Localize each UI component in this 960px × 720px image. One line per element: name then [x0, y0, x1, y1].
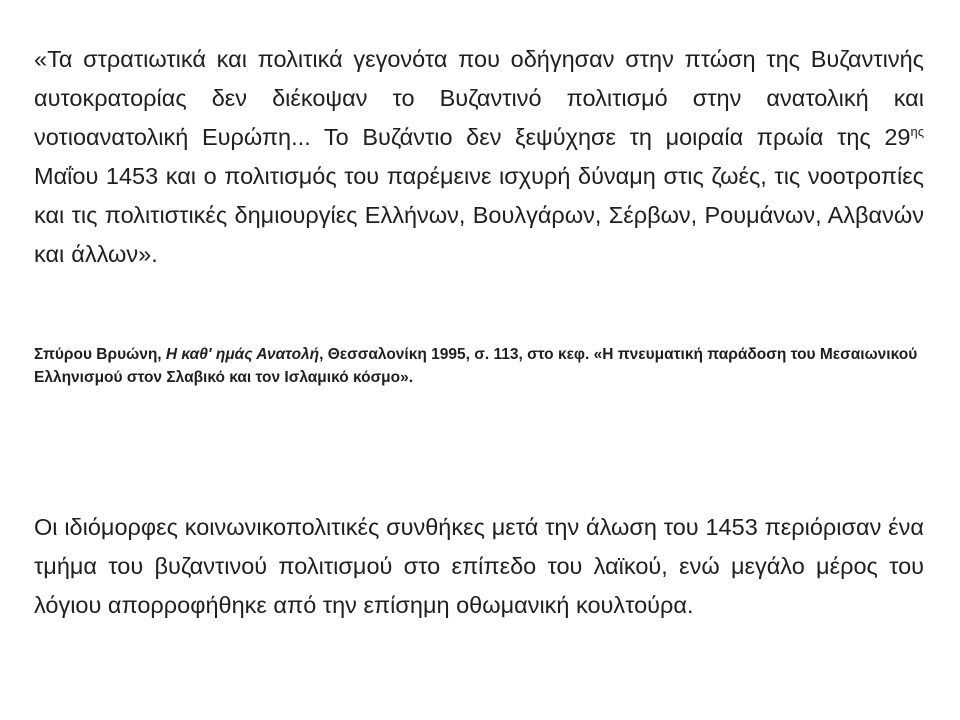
- quotation-text-part-2: Μαΐου 1453 και ο πολιτισμός του παρέμεινε ισχυρή δύναμη στις ζωές, τις νοοτροπίες και τις πολιτιστικές δημιουργίες Ελλήνων, Βουλγάρων, Σέρβων, Ρουμάνων, Αλβανών και άλλων».: [34, 163, 924, 267]
- quotation-paragraph: [34, 40, 924, 274]
- citation-author: Σπύρου Βρυώνη,: [34, 346, 166, 363]
- citation-book-title: Η καθ' ημάς Ανατολή: [165, 346, 320, 363]
- commentary-paragraph: Οι ιδιόμορφες κοινωνικοπολιτικές συνθήκες μετά την άλωση του 1453 περιόρισαν ένα τμήμα του βυζαντινού πολιτισμού στο επίπεδο του λαϊκού, ενώ μεγάλο μέρος του λόγιου απορροφήθηκε από την επίσημη οθωμανική κουλτούρα.: [34, 514, 924, 618]
- citation-details: , Θεσσαλονίκη 1995, σ. 113, στο κεφ. «Η πνευματική παράδοση του Μεσαιωνικού Ελληνισμού στον Σλαβικό και τον Ισλαμικό κόσμο».: [34, 346, 918, 386]
- quotation-text-part-1: «Τα στρατιωτικά και πολιτικά γεγονότα που οδήγησαν στην πτώση της Βυζαντινής αυτοκρατορίας δεν διέκοψαν το Βυζαντινό πολιτισμό στην ανατολική και νοτιοανατολική Ευρώπη... Το Βυζάντιο δεν ξεψύχησε τη μοιραία πρωία της 29: [34, 46, 924, 150]
- source-citation: [34, 343, 924, 389]
- date-ordinal-superscript: ης: [910, 124, 924, 139]
